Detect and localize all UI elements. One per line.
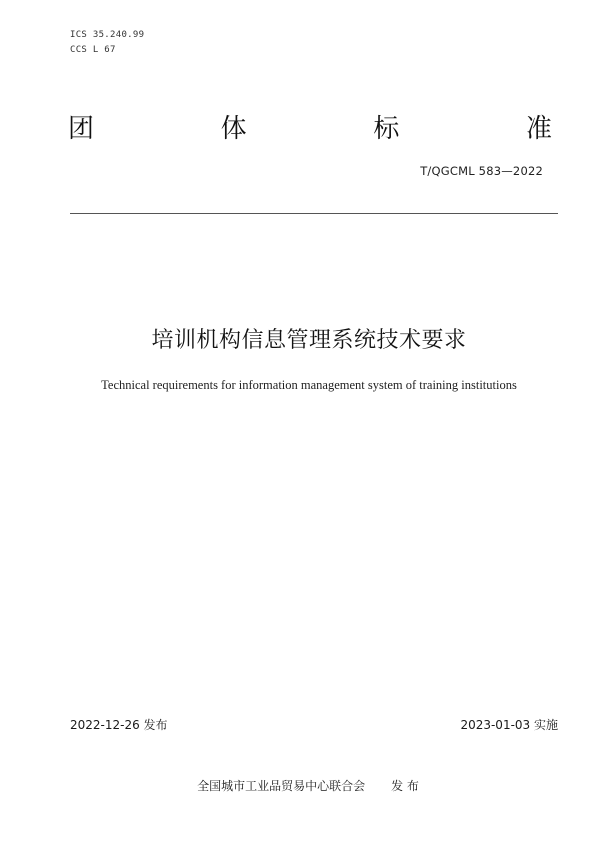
standard-type-heading [68,112,552,146]
heading-char: 准 [525,114,552,144]
implementation-date: 2023-01-03 实施 [460,718,558,732]
release-date: 2022-12-26 发布 [70,718,168,732]
issuer-line [0,777,600,794]
standard-number: T/QGCML 583—2022 [420,164,543,178]
ics-code: ICS 35.240.99 [70,30,145,40]
ccs-code: CCS L 67 [70,45,116,55]
document-title-english: Technical requirements for information management system of training institutions [101,378,517,392]
issuer-organization: 全国城市工业品贸易中心联合会 [197,779,366,793]
issuer-action: 发 布 [391,779,419,793]
classification-codes [70,28,144,58]
heading-char: 团 [68,114,95,144]
header-divider [70,213,558,214]
heading-char: 标 [373,114,400,144]
document-title-chinese: 培训机构信息管理系统技术要求 [151,328,467,353]
heading-char: 体 [220,114,247,144]
